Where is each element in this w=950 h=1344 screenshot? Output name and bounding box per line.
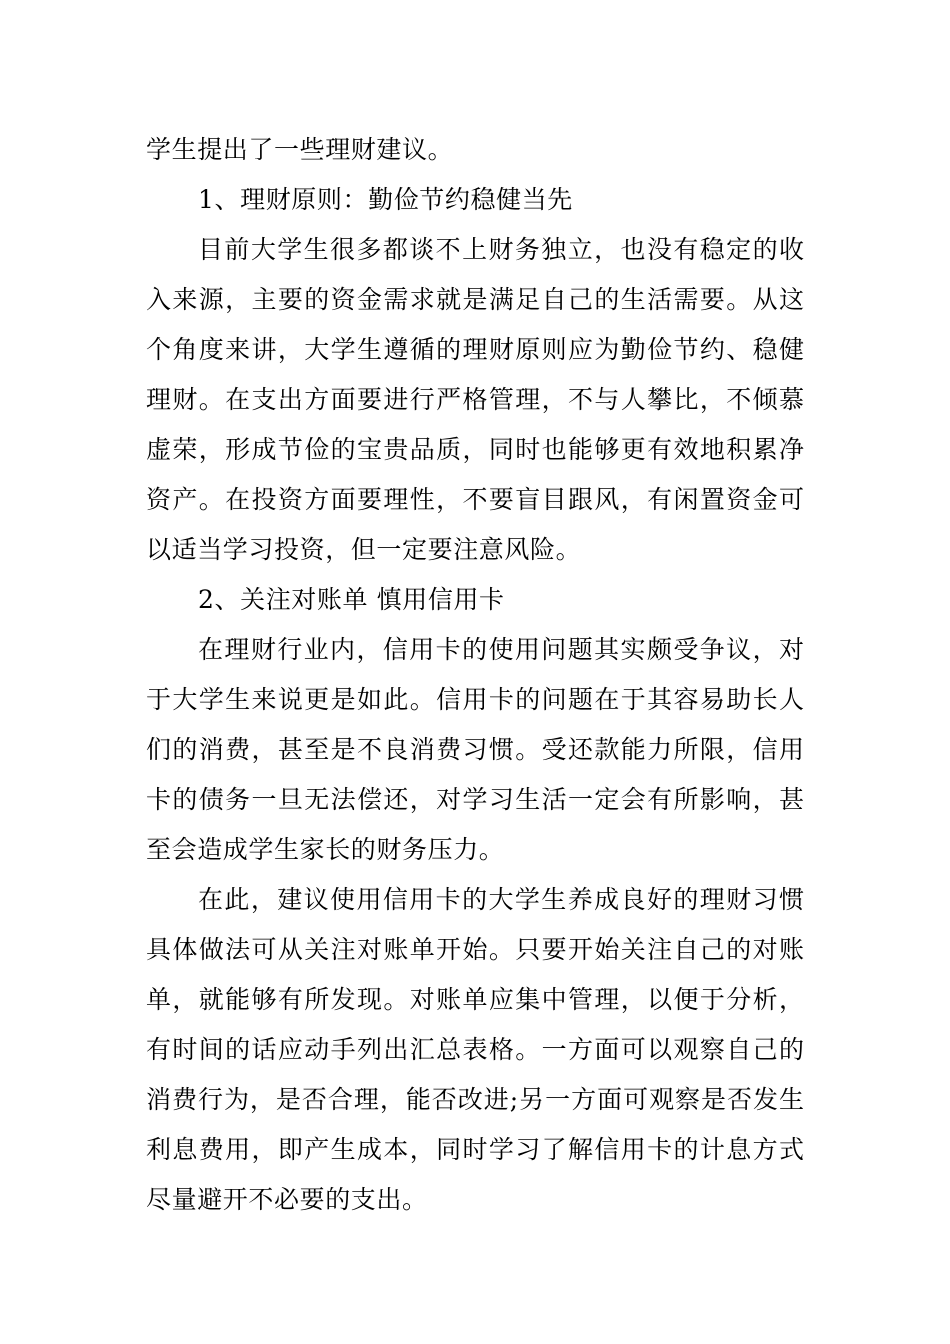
paragraph-line: 至会造成学生家长的财务压力。 [146,835,505,864]
paragraph-line: 们的消费，甚至是不良消费习惯。受还款能力所限，信用 [146,735,804,764]
paragraph-line: 目前大学生很多都谈不上财务独立，也没有稳定的收 [198,235,804,264]
paragraph-line: 在此，建议使用信用卡的大学生养成良好的理财习惯 [198,885,804,914]
section-heading: 2、关注对账单 慎用信用卡 [198,585,505,614]
paragraph-line: 以适当学习投资，但一定要注意风险。 [146,535,582,564]
paragraph-line: 理财。在支出方面要进行严格管理，不与人攀比，不倾慕 [146,385,804,414]
paragraph-line: 卡的债务一旦无法偿还，对学习生活一定会有所影响，甚 [146,785,804,814]
paragraph-line: 个角度来讲，大学生遵循的理财原则应为勤俭节约、稳健 [146,335,804,364]
section-heading: 1、理财原则：勤俭节约稳健当先 [198,185,573,214]
paragraph-line: 具体做法可从关注对账单开始。只要开始关注自己的对账 [146,935,804,964]
paragraph-line: 资产。在投资方面要理性，不要盲目跟风，有闲置资金可 [146,485,804,514]
paragraph-line: 于大学生来说更是如此。信用卡的问题在于其容易助长人 [146,685,804,714]
paragraph-line: 尽量避开不必要的支出。 [146,1185,428,1214]
paragraph-line: 虚荣，形成节俭的宝贵品质，同时也能够更有效地积累净 [146,435,804,464]
paragraph-line: 入来源，主要的资金需求就是满足自己的生活需要。从这 [146,285,804,314]
paragraph-line: 有时间的话应动手列出汇总表格。一方面可以观察自己的 [146,1035,804,1064]
paragraph-line: 消费行为，是否合理，能否改进;另一方面可观察是否发生 [146,1085,804,1114]
paragraph-line: 在理财行业内，信用卡的使用问题其实颇受争议，对 [198,635,804,664]
paragraph-line: 利息费用，即产生成本，同时学习了解信用卡的计息方式 [146,1135,804,1164]
paragraph-line: 学生提出了一些理财建议。 [146,135,454,164]
paragraph-line: 单，就能够有所发现。对账单应集中管理，以便于分析， [146,985,804,1014]
